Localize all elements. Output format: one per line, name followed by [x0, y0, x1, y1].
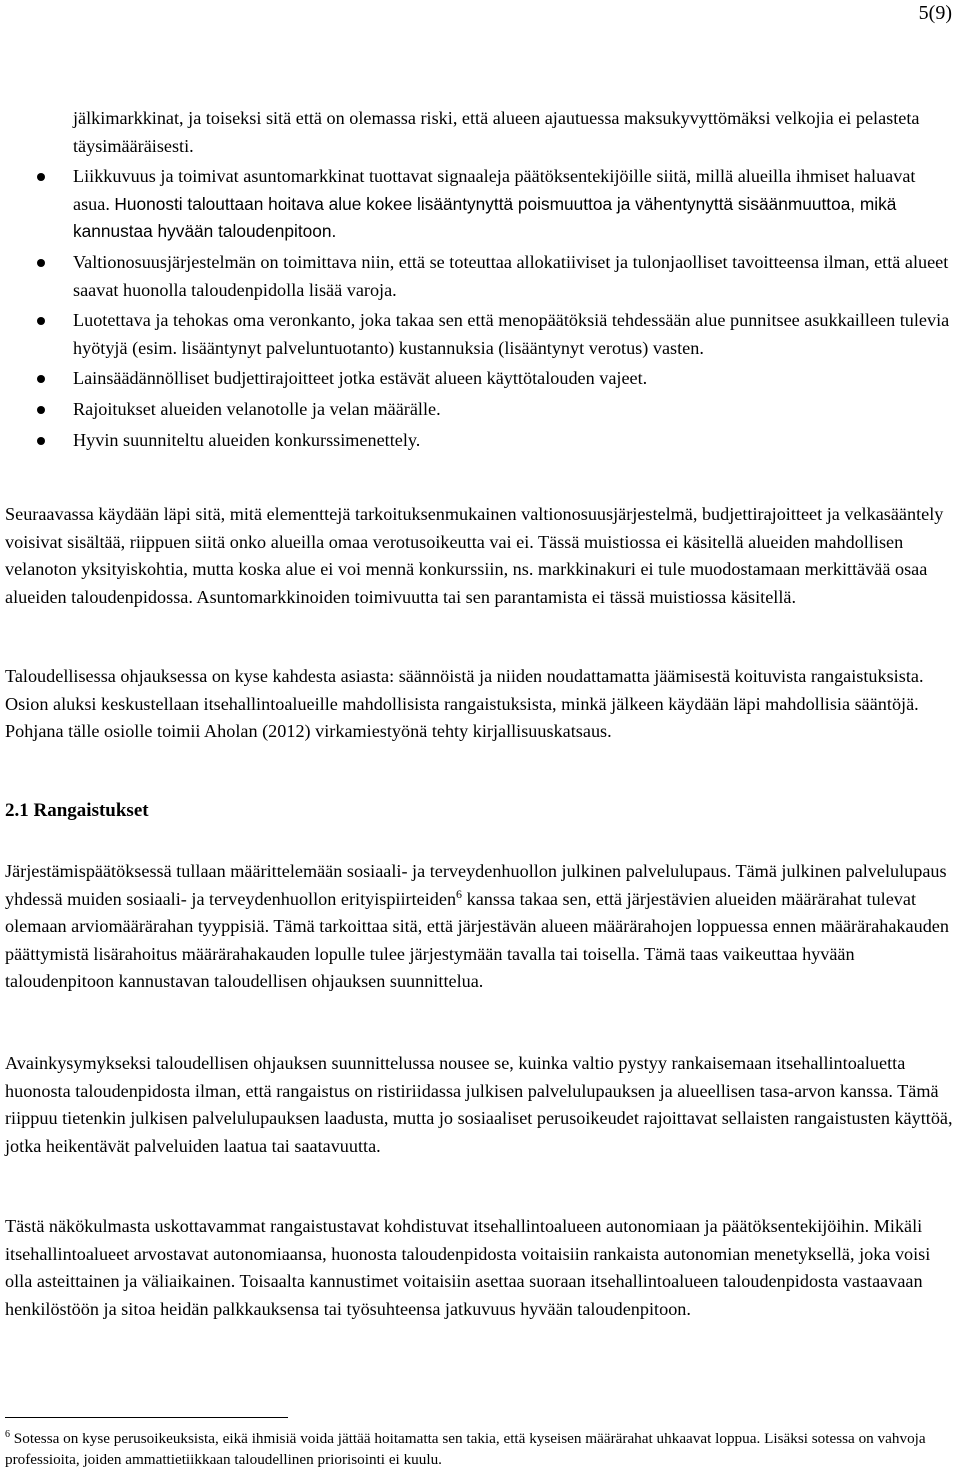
paragraph-text: kanssa takaa sen, että järjestävien alueiden määrärahat tulevat olemaan arviomäärärahan tyyppisiä. Tämä tarkoittaa sitä, että järjestävän alueen määrärahojen loppuessa ennen määrärahakauden päättymistä lisärahoitus määrärahakauden lopulle tulee järjestymään tavalla tai toisella. Tämä taas vaikeuttaa hyvään taloudenpitoon kannustavan taloudellisen ohjauksen suunnittelua.: [5, 888, 949, 991]
list-item-text: Luotettava ja tehokas oma veronkanto, joka takaa sen että menopäätöksiä tehdessään alue punnitsee asukkailleen tulevia hyötyjä (esim. lisääntynyt palveluntuotanto) kustannuksia (lisääntynyt verotus) vasten.: [73, 310, 950, 358]
paragraph-text: Järjestämispäätöksessä tullaan määrittelemään sosiaali- ja terveydenhuollon julkinen palvelulupaus. Tämä julkinen palvelulupaus yhdessä muiden sosiaali- ja terveydenhuollon erityispiirteiden: [5, 861, 947, 909]
bullet-list: [0, 105, 960, 457]
list-item: [0, 163, 960, 246]
page-number: 5(9): [918, 2, 952, 24]
bullet-icon: [37, 317, 45, 325]
footnote-divider: [5, 1417, 288, 1418]
list-item: [0, 427, 960, 455]
bullet-icon: [37, 437, 45, 445]
list-item-text-sans: Huonosti talouttaan hoitava alue kokee lisääntynyttä poismuuttoa ja vähentynyttä sisäänmuuttoa, mikä kannustaa hyvään taloudenpitoon.: [73, 193, 897, 242]
paragraph-autonomy: Tästä näkökulmasta uskottavammat rangaistustavat kohdistuvat itsehallintoalueen autonomiaan ja päätöksentekijöihin. Mikäli itsehallintoalueet arvostavat autonomiaansa, huonosta taloudenpidosta voitaisiin rankaista autonomian menetyksellä, joka voisi olla asteittainen ja väliaikainen. Toisaalta kannustimet voitaisiin asettaa suoraan itsehallintoalueen taloudenpidosta vastaavaan henkilöstöön ja sitoa heidän palkkauksensa tai työsuhteensa jatkuvuus hyvään taloudenpitoon.: [5, 1216, 931, 1319]
list-item-text: jälkimarkkinat, ja toiseksi sitä että on olemassa riski, että alueen ajautuessa maksukyvyttömäksi velkojia ei pelasteta täysimääräisesti.: [73, 108, 920, 156]
footnote-reference[interactable]: 6: [456, 886, 463, 901]
footnote: [5, 1428, 955, 1470]
list-item-text: Valtionosuusjärjestelmän on toimittava niin, että se toteuttaa allokatiiviset ja tulonjaolliset tavoitteensa ilman, että alueet saavat huonolla taloudenpidolla lisää varoja.: [73, 251, 949, 300]
bullet-icon: [37, 375, 45, 383]
bullet-icon: [37, 406, 45, 414]
footnote-marker: 6: [5, 1428, 10, 1440]
bullet-icon: [37, 259, 45, 267]
list-item: [0, 307, 960, 362]
list-item-text: Rajoitukset alueiden velanotolle ja velan määrälle.: [73, 398, 441, 419]
list-item: [0, 365, 960, 393]
paragraph-steering: Taloudellisessa ohjauksessa on kyse kahdesta asiasta: säännöistä ja niiden noudattamatta jäämisestä koituvista rangaistuksista. Osion aluksi keskustellaan itsehallintoalueille mahdollisista rangaistuksista, minkä jälkeen käydään läpi mahdollisia sääntöjä. Pohjana tälle osiolle toimii Aholan (2012) virkamiestyönä tehty kirjallisuuskatsaus.: [5, 666, 924, 741]
paragraph-service-promise: [5, 858, 955, 996]
list-item-text: Hyvin suunniteltu alueiden konkurssimenettely.: [73, 429, 421, 450]
bullet-icon: [37, 173, 45, 181]
list-item: [0, 249, 960, 304]
paragraph-intro: Seuraavassa käydään läpi sitä, mitä elementtejä tarkoituksenmukainen valtionosuusjärjestelmä, budjettirajoitteet ja velkasääntely voisivat sisältää, riippuen siitä onko alueilla omaa verotusoikeutta vai ei. Tässä muistiossa ei käsitellä alueiden mahdollisen velanoton yksityiskohtia, mutta koska alue ei voi mennä konkurssiin, ns. markkinakuri ei tule muodostamaan merkittävää osaa alueiden taloudenpidossa. Asuntomarkkinoiden toimivuutta tai sen parantamista ei tässä muistiossa käsitellä.: [5, 504, 944, 607]
list-item-text: Lainsäädännölliset budjettirajoitteet jotka estävät alueen käyttötalouden vajeet.: [73, 368, 648, 389]
list-item-continuation: [0, 105, 960, 160]
section-heading: 2.1 Rangaistukset: [5, 800, 149, 821]
footnote-text: Sotessa on kyse perusoikeuksista, eikä ihmisiä voida jättää hoitamatta sen takia, että kyseisen määrärahat uhkaavat loppua. Lisäksi sotessa on vahvoja professioita, joiden ammattietiikkaan taloudellinen priorisointi ei kuulu.: [5, 1430, 926, 1468]
list-item-text: Liikkuvuus ja toimivat asuntomarkkinat tuottavat signaaleja päätöksentekijöille siitä, millä alueilla ihmiset haluavat asua.: [73, 166, 916, 214]
list-item: [0, 396, 960, 424]
paragraph-key-question: Avainkysymykseksi taloudellisen ohjauksen suunnittelussa nousee se, kuinka valtio pystyy rankaisemaan itsehallintoaluetta huonosta taloudenpidosta ilman, että rangaistus on ristiriidassa julkisen palvelulupauksen ja alueellisen tasa-arvon kanssa. Tämä riippuu tietenkin julkisen palvelulupauksen laadusta, mutta jo sosiaaliset perusoikeudet rajoittavat sellaisten rangaistusten käyttöä, jotka heikentävät palveluiden laatua tai saatavuutta.: [5, 1053, 953, 1156]
